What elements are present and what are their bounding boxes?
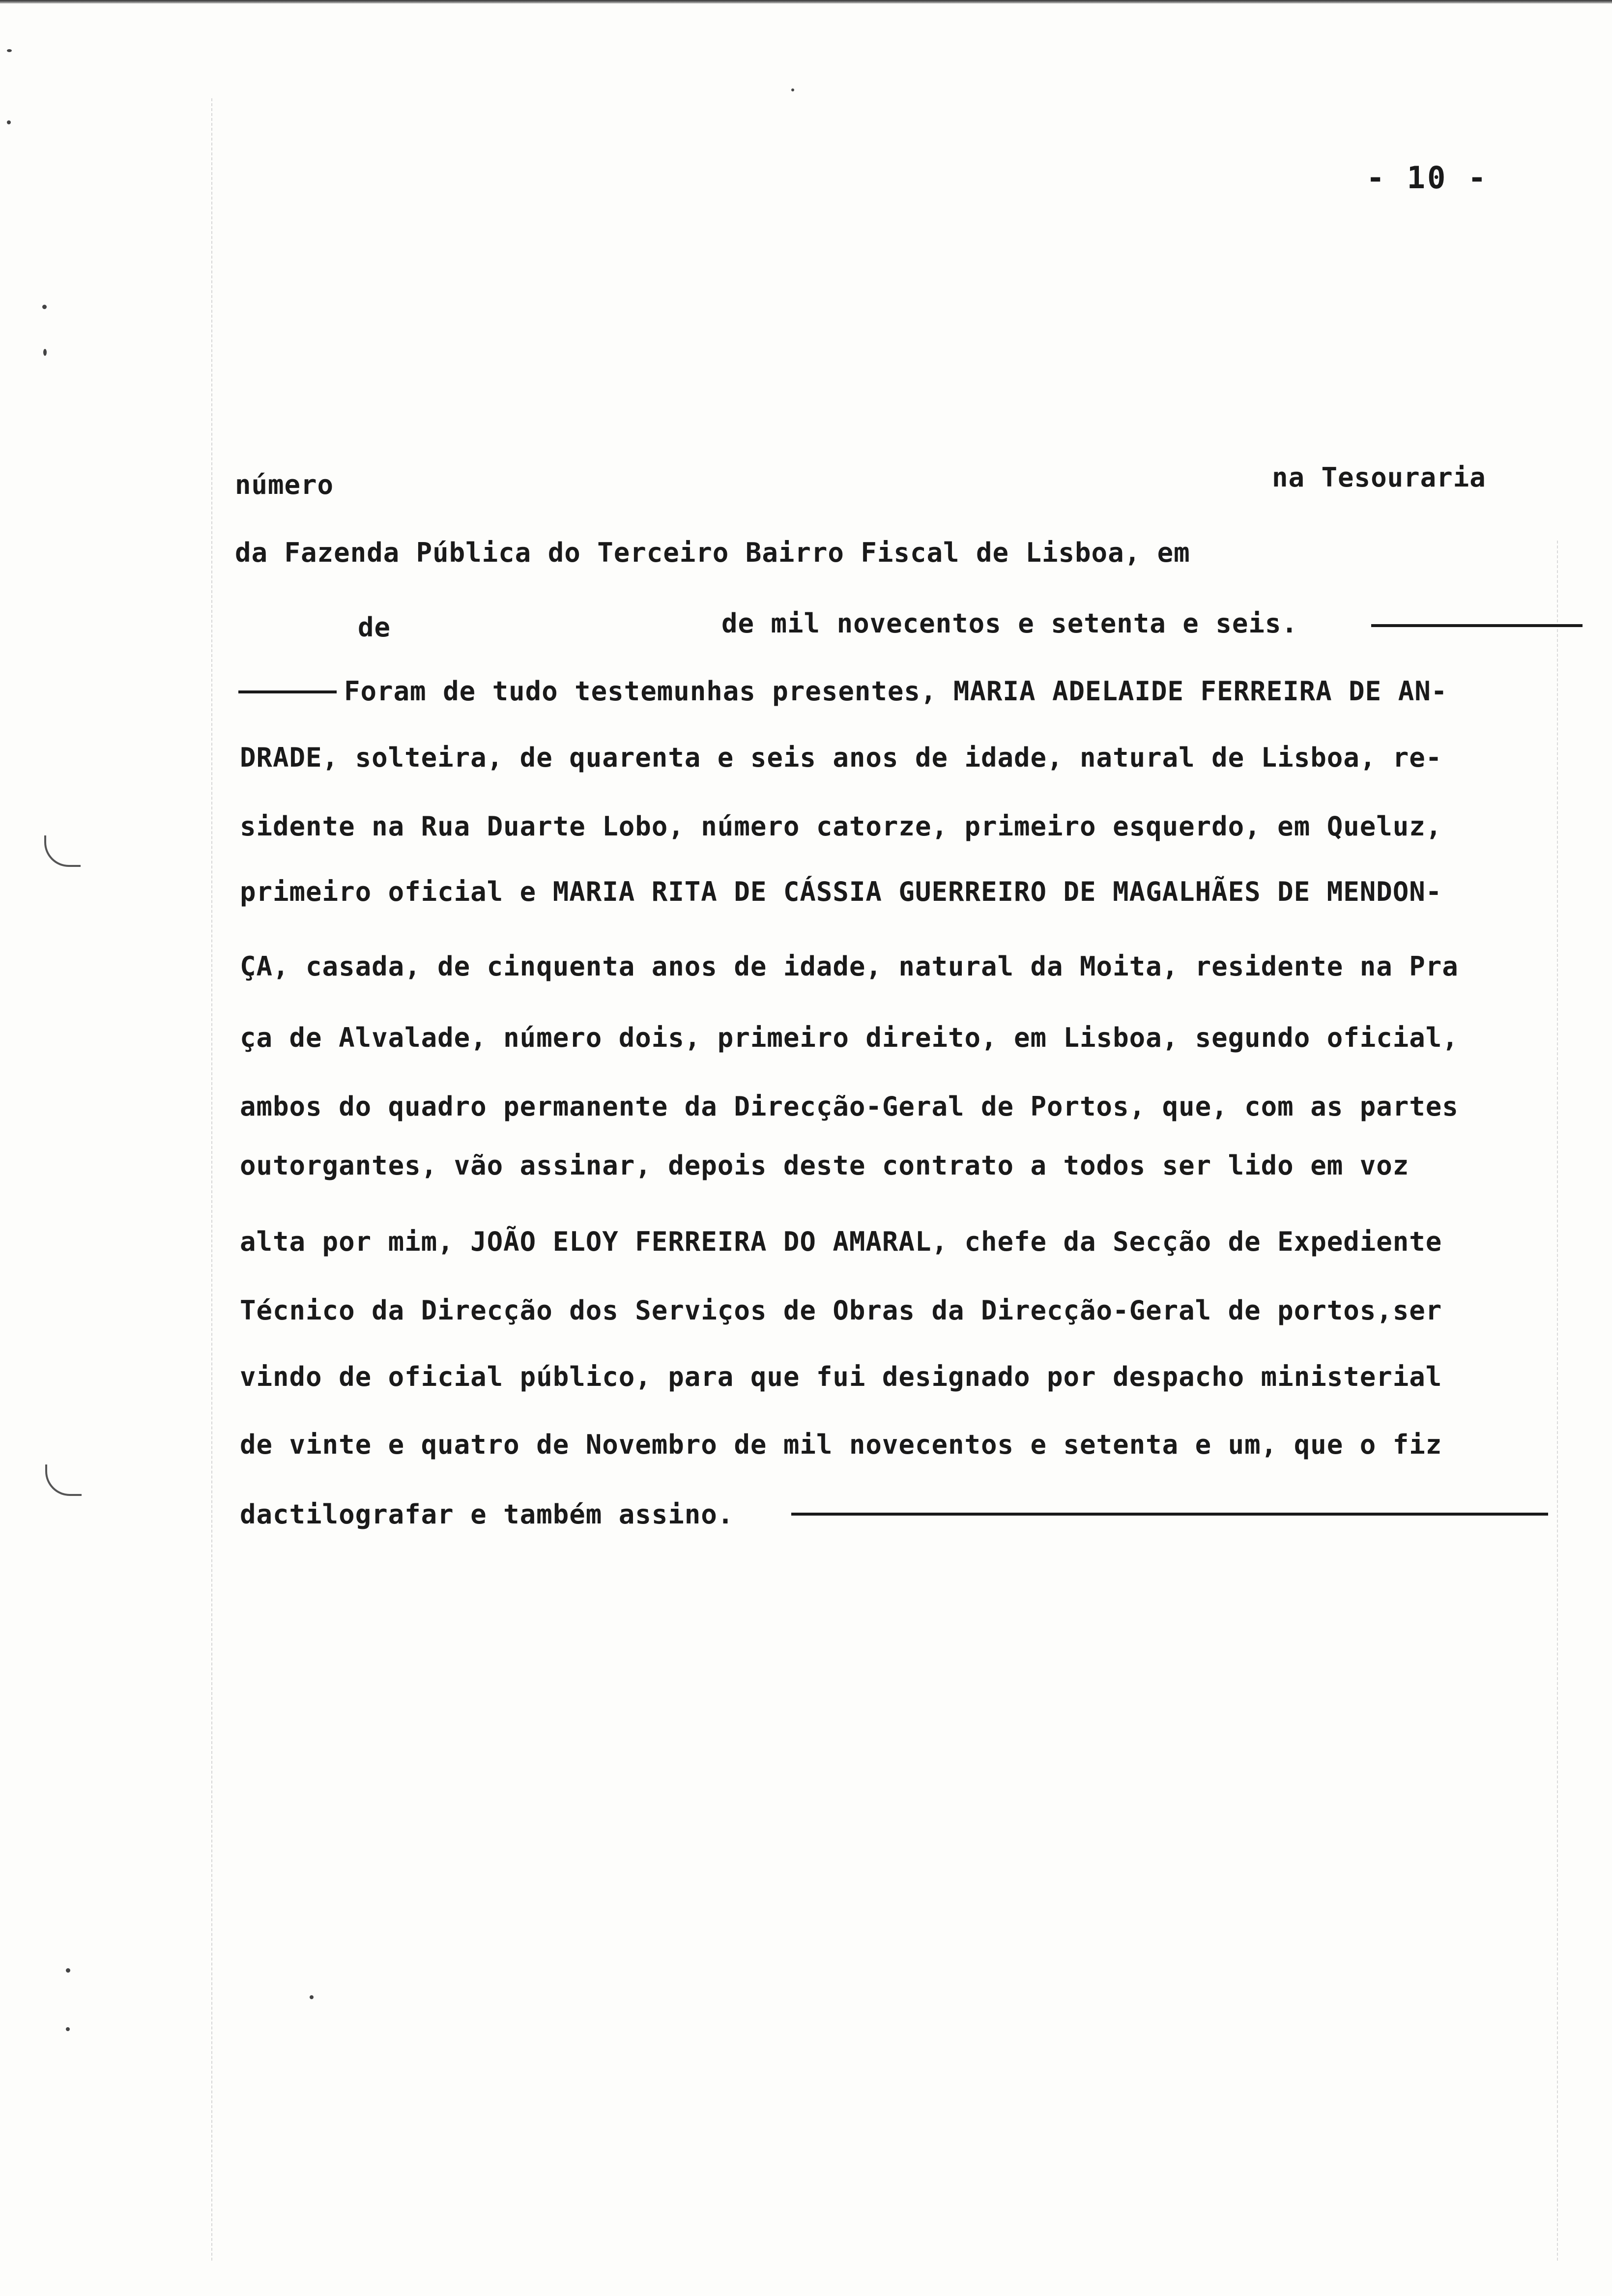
text-line: DRADE, solteira, de quarenta e seis anos de idade, natural de Lisboa, re- (240, 742, 1442, 773)
edge-speck (7, 49, 12, 52)
edge-speck (43, 349, 47, 356)
text-line-left: de (358, 612, 391, 643)
text-line: Técnico da Direcção dos Serviços de Obras da Direcção-Geral de portos,ser (240, 1295, 1442, 1326)
text-line: sidente na Rua Duarte Lobo, número catorze, primeiro esquerdo, em Queluz, (240, 811, 1442, 842)
filler-dash-line (791, 1513, 1548, 1516)
text-line: dactilografar e também assino. (240, 1499, 734, 1530)
edge-speck (791, 88, 794, 91)
text-line: vindo de oficial público, para que fui designado por despacho ministerial (240, 1361, 1442, 1392)
text-line: de vinte e quatro de Novembro de mil novecentos e setenta e um, que o fiz (240, 1429, 1442, 1460)
text-line: primeiro oficial e MARIA RITA DE CÁSSIA GUERREIRO DE MAGALHÃES DE MENDON- (240, 876, 1442, 907)
right-margin-line (1557, 541, 1558, 2261)
text-line: outorgantes, vão assinar, depois deste contrato a todos ser lido em voz (240, 1150, 1410, 1181)
text-line: ÇA, casada, de cinquenta anos de idade, natural da Moita, residente na Pra (240, 951, 1459, 982)
edge-speck (310, 1995, 314, 1999)
edge-speck (7, 120, 11, 124)
text-line-left: número (235, 469, 334, 500)
filler-dash-line (1371, 624, 1583, 627)
edge-speck (42, 305, 47, 309)
text-line-right: de mil novecentos e setenta e seis. (721, 608, 1298, 639)
text-line: da Fazenda Pública do Terceiro Bairro Fiscal de Lisboa, em (235, 537, 1190, 568)
page-number: - 10 - (1366, 160, 1488, 196)
scan-top-edge (0, 0, 1612, 4)
left-margin-line (211, 98, 212, 2261)
filler-dash-line (238, 690, 337, 693)
edge-curl-mark (45, 1464, 82, 1496)
edge-speck (66, 1968, 70, 1973)
text-line: Foram de tudo testemunhas presentes, MARIA ADELAIDE FERREIRA DE AN- (344, 676, 1448, 707)
text-line-right: na Tesouraria (1272, 462, 1486, 493)
edge-curl-mark (44, 835, 81, 867)
text-line: ambos do quadro permanente da Direcção-Geral de Portos, que, com as partes (240, 1091, 1459, 1122)
text-line: ça de Alvalade, número dois, primeiro direito, em Lisboa, segundo oficial, (240, 1022, 1459, 1053)
text-line: alta por mim, JOÃO ELOY FERREIRA DO AMARAL, chefe da Secção de Expediente (240, 1226, 1442, 1257)
edge-speck (66, 2027, 70, 2031)
